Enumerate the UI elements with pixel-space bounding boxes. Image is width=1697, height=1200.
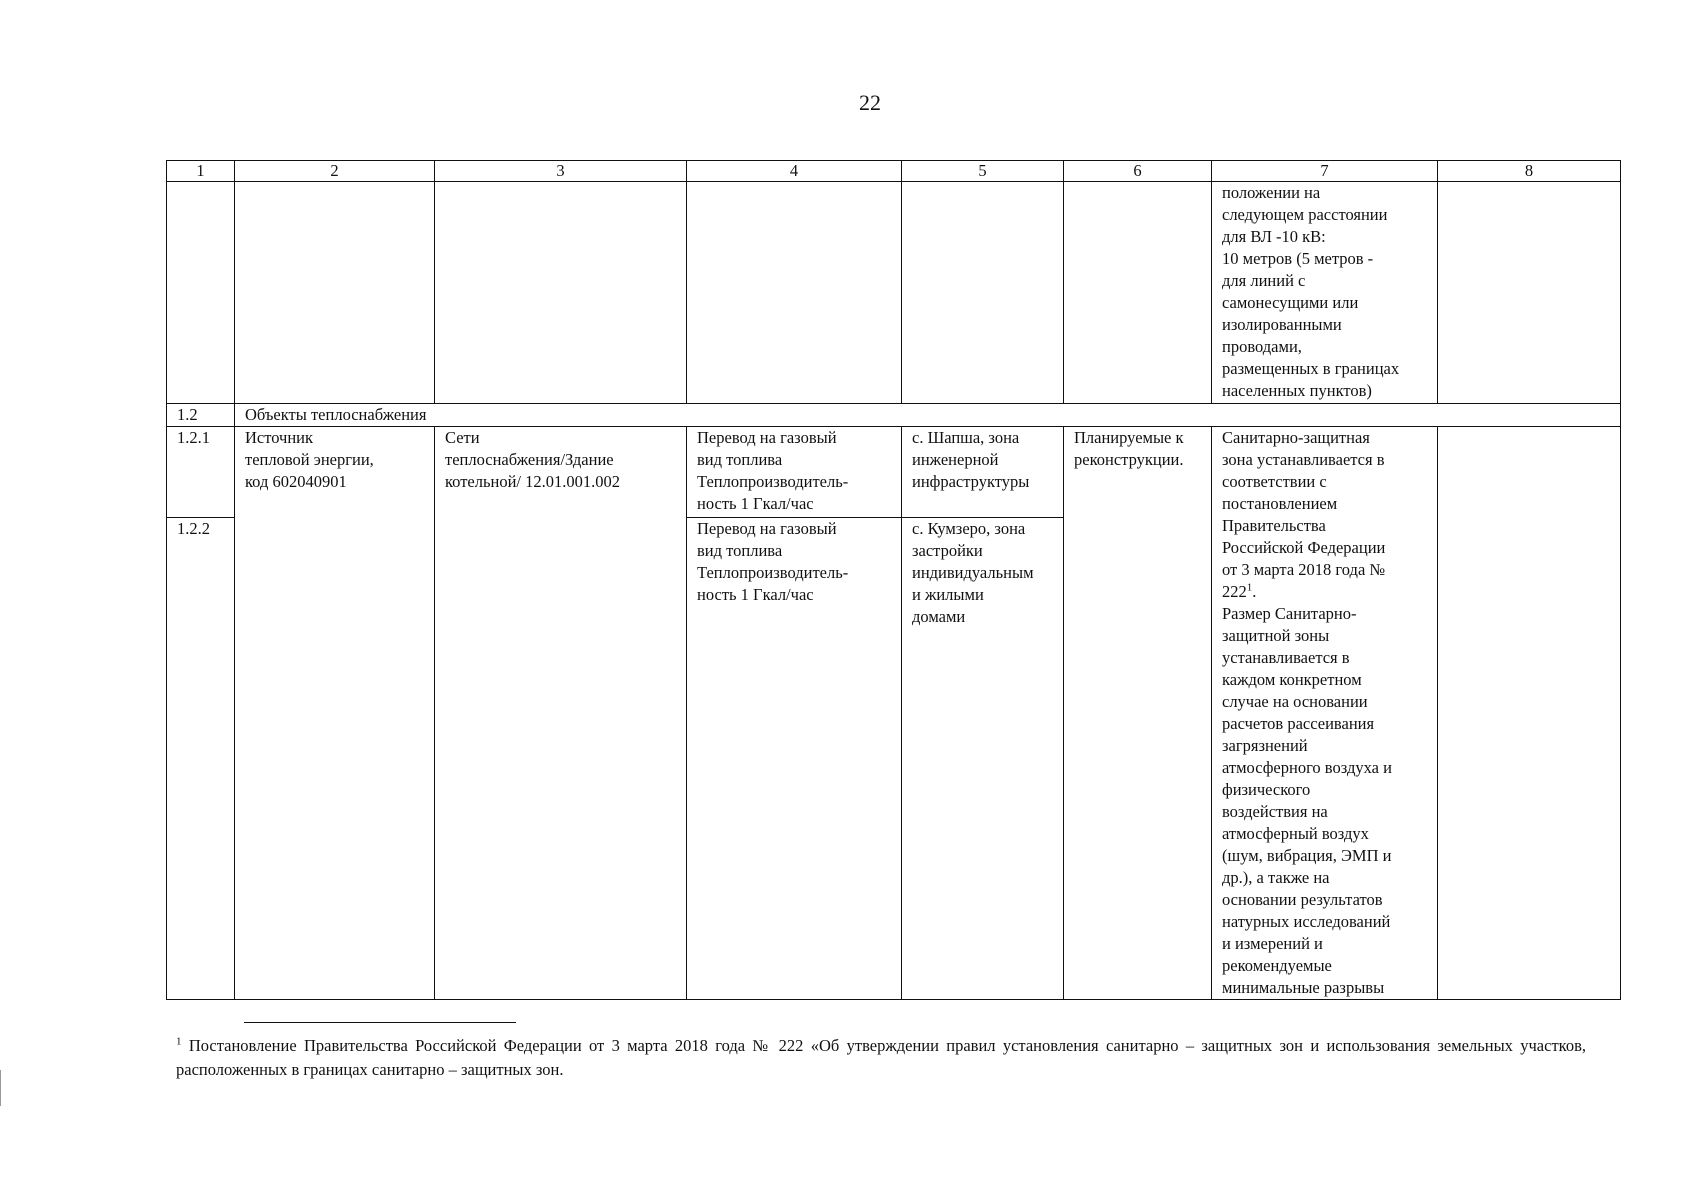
object-name-cell bbox=[235, 427, 435, 1000]
status-cell bbox=[1064, 427, 1212, 1000]
col-header-8: 8 bbox=[1438, 161, 1621, 182]
table-header-row bbox=[167, 161, 1621, 182]
page-number: 22 bbox=[859, 90, 881, 115]
characteristics-1: Перевод на газовый вид топлива Теплопроизводитель- ность 1 Гкал/час bbox=[697, 428, 849, 513]
continuation-text: положении на следующем расстоянии для ВЛ -10 кВ: 10 метров (5 метров - для линий с самонесущими или изолированными проводами, размещенных в границах населенных пунктов) bbox=[1222, 183, 1400, 400]
section-row bbox=[167, 404, 1621, 427]
row-number-1-2-2: 1.2.2 bbox=[167, 517, 235, 999]
location-2: с. Кумзеро, зона застройки индивидуальным и жилыми домами bbox=[912, 518, 1034, 626]
scan-edge-marks bbox=[0, 1070, 11, 1106]
section-number: 1.2 bbox=[167, 404, 235, 427]
continuation-cell-1 bbox=[167, 182, 235, 404]
continuation-cell-2 bbox=[235, 182, 435, 404]
continuation-cell-6 bbox=[1064, 182, 1212, 404]
object-name: Источник тепловой энергии, код 602040901 bbox=[245, 428, 374, 491]
table-row-continuation bbox=[167, 182, 1621, 404]
col-header-1: 1 bbox=[167, 161, 235, 182]
col-header-5: 5 bbox=[902, 161, 1064, 182]
zone-description-part-1: Санитарно-защитная зона устанавливается в соответствии с постановлением Правительства Российской Федерации от 3 марта 2018 года № 222 bbox=[1222, 428, 1386, 601]
characteristics-cell-1 bbox=[687, 427, 902, 518]
continuation-cell-5 bbox=[902, 182, 1064, 404]
col-header-7: 7 bbox=[1212, 161, 1438, 182]
notes-cell bbox=[1438, 427, 1621, 1000]
continuation-cell-4 bbox=[687, 182, 902, 404]
location-cell-1 bbox=[902, 427, 1064, 518]
location-1: с. Шапша, зона инженерной инфраструктуры bbox=[912, 428, 1030, 491]
row-number-1-2-1: 1.2.1 bbox=[167, 427, 235, 518]
object-type-cell bbox=[435, 427, 687, 1000]
location-cell-2 bbox=[902, 517, 1064, 999]
footnote-separator bbox=[244, 1022, 516, 1023]
footnote bbox=[176, 1034, 1586, 1082]
continuation-cell-7 bbox=[1212, 182, 1438, 404]
col-header-6: 6 bbox=[1064, 161, 1212, 182]
table-row-1-2-1 bbox=[167, 427, 1621, 518]
continuation-cell-3 bbox=[435, 182, 687, 404]
characteristics-cell-2 bbox=[687, 517, 902, 999]
status: Планируемые к реконструкции. bbox=[1074, 428, 1184, 469]
footnote-reference: 1 bbox=[1246, 581, 1253, 594]
footnote-text: Постановление Правительства Российской Федерации от 3 марта 2018 года № 222 «Об утверждении правил установления санитарно – защитных зон и использования земельных участков, расположенных в границах санитарно – защитных зон. bbox=[176, 1036, 1586, 1079]
zone-description-part-2: . Размер Санитарно- защитной зоны устанавливается в каждом конкретном случае на основании расчетов рассеивания загрязнений атмосферного воздуха и физического воздействия на атмосферный воздух (шум, вибрация, ЭМП и др.), а также на основании результатов натурных исследований и измерений и рекомендуемые минимальные разрывы bbox=[1222, 582, 1392, 997]
col-header-2: 2 bbox=[235, 161, 435, 182]
col-header-4: 4 bbox=[687, 161, 902, 182]
document-table bbox=[166, 160, 1621, 1000]
footnote-marker: 1 bbox=[176, 1035, 182, 1048]
zone-description-cell bbox=[1212, 427, 1438, 1000]
continuation-cell-8 bbox=[1438, 182, 1621, 404]
object-type: Сети теплоснабжения/Здание котельной/ 12.01.001.002 bbox=[445, 428, 620, 491]
section-title: Объекты теплоснабжения bbox=[235, 404, 1621, 427]
characteristics-2: Перевод на газовый вид топлива Теплопроизводитель- ность 1 Гкал/час bbox=[697, 518, 849, 604]
col-header-3: 3 bbox=[435, 161, 687, 182]
